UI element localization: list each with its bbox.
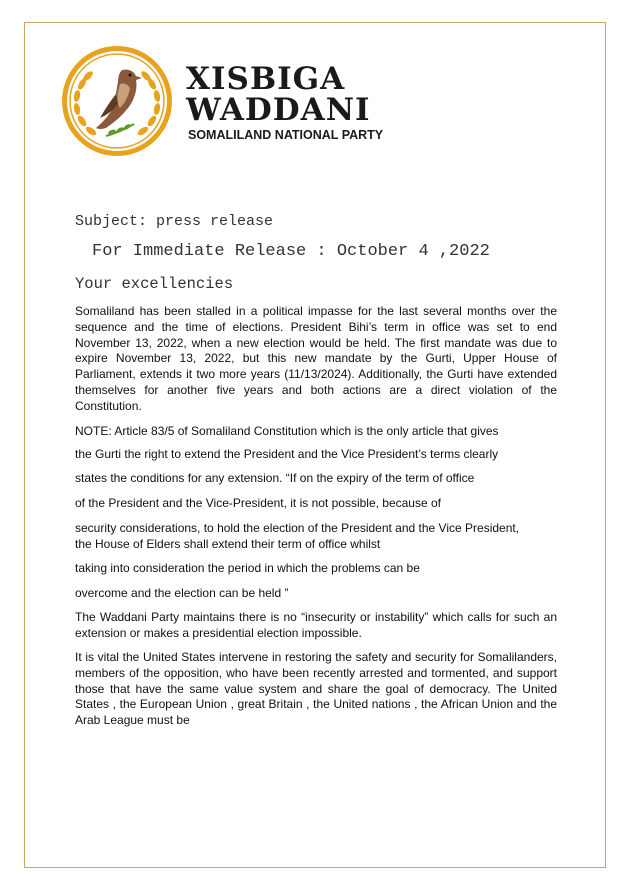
note-line: overcome and the election can be held ” [75,586,289,600]
party-name-line2: WADDANI [186,92,371,128]
note-line: of the President and the Vice-President, it is not possible, because of [75,496,441,510]
party-name [186,61,371,128]
release-date-line: For Immediate Release : October 4 ,2022 [92,242,490,261]
paragraph-impasse: Somaliland has been stalled in a political impasse for the last several months over the sequence and the time of elections. President Bihi’s term in office was set to end November 13, 2022, when a new election would be held. The first mandate was due to expire November 13, 2022, but this new mandate by the Gurti, Upper House of Parliament, extends it two more years (11/13/2024). Additionally, the Gurti have extended themselves for another five years and both actions are a direct violation of the Constitution. [75,304,557,413]
note-line: security considerations, to hold the election of the President and the Vice President, [75,521,520,535]
party-name-line1: XISBIGA [186,61,346,97]
party-logo-icon [60,44,174,158]
note-line: NOTE: Article 83/5 of Somaliland Constitution which is the only article that gives [75,424,499,438]
subject-line: Subject: press release [75,213,274,230]
note-line: the House of Elders shall extend their term of office whilst [75,537,381,551]
note-line: taking into consideration the period in which the problems can be [75,561,420,575]
party-subtitle: SOMALILAND NATIONAL PARTY [188,128,384,142]
salutation: Your excellencies [75,275,234,293]
paragraph-waddani-position: The Waddani Party maintains there is no “insecurity or instability” which calls for such an extension or makes a presidential election impossible. [75,610,557,640]
note-line: states the conditions for any extension. “If on the expiry of the term of office [75,471,475,485]
note-line: the Gurti the right to extend the President and the Vice President’s terms clearly [75,447,499,461]
paragraph-appeal: It is vital the United States intervene in restoring the safety and security for Somalilanders, members of the opposition, who have been recently arrested and tormented, and support those that have the same value system and share the goal of democracy. The United States , the European Union , great Britain , the United nations , the African Union and the Arab League must be [75,650,557,728]
